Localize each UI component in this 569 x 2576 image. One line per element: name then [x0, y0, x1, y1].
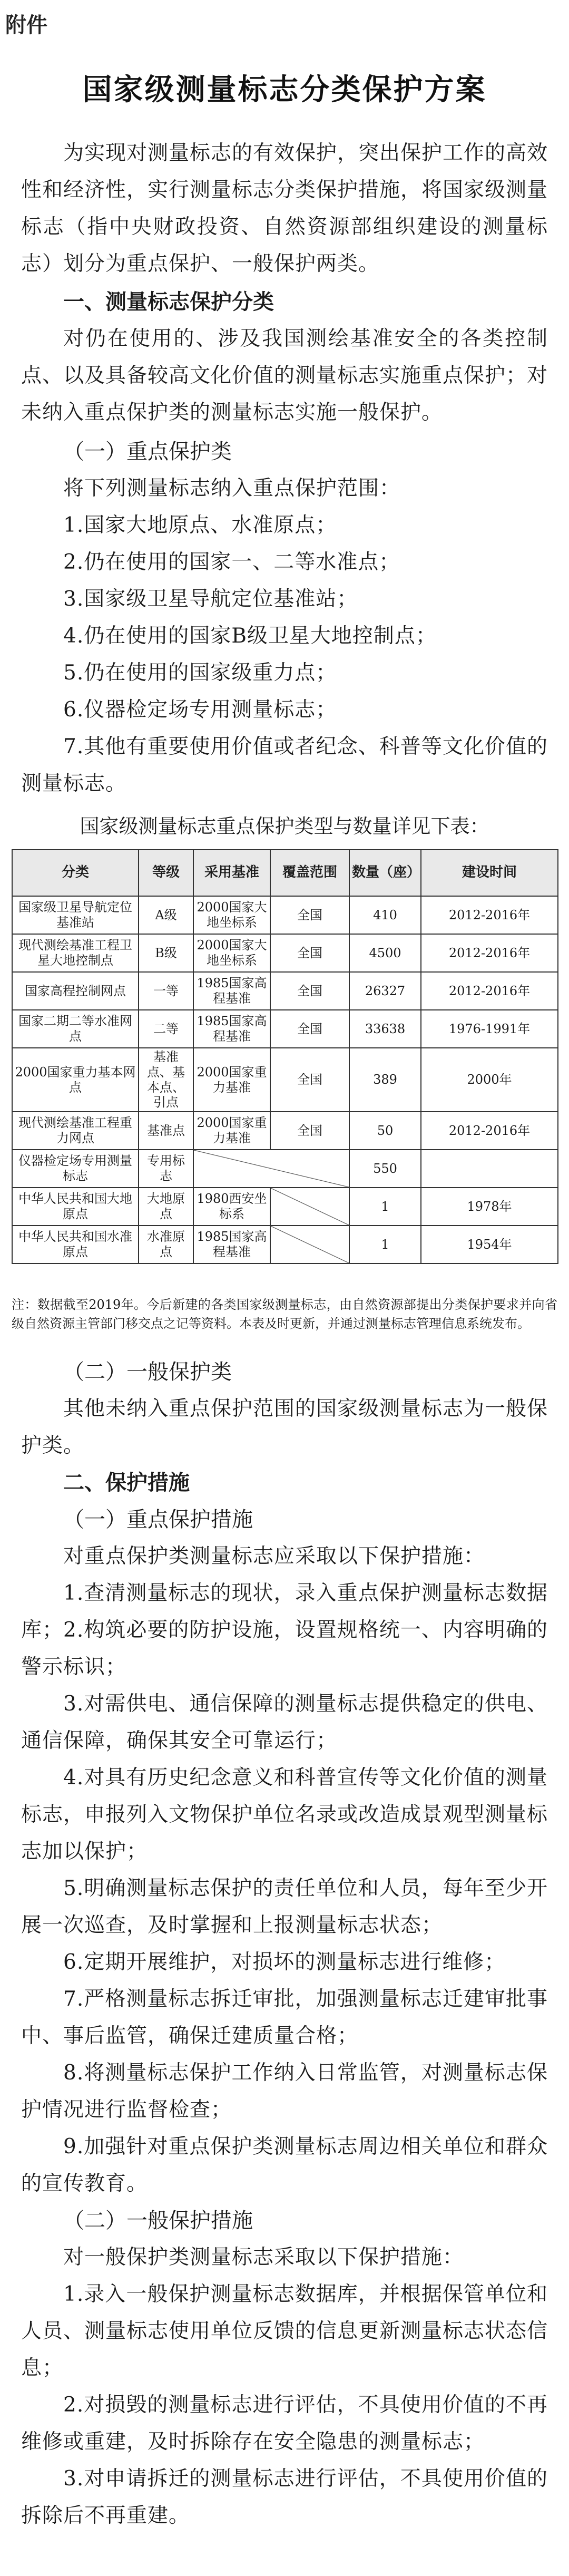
table-cell: 全国 [270, 1048, 349, 1112]
list-item: 2.构筑必要的防护设施，设置规格统一、内容明确的警示标识； [21, 1618, 548, 1679]
table-cell: 现代测绘基准工程重力网点 [12, 1112, 139, 1150]
measures2-heading: （二）一般保护措施 [63, 2209, 253, 2233]
list-item: 2.仍在使用的国家一、二等水准点； [63, 550, 400, 574]
table-cell-empty [193, 1150, 349, 1188]
list-item: 8.将测量标志保护工作纳入日常监管，对测量标志保护情况进行监督检查； [21, 2061, 548, 2122]
table-row [12, 1010, 558, 1048]
section1-heading: 一、测量标志保护分类 [63, 290, 274, 314]
table-cell-empty [421, 1150, 558, 1188]
table-cell: 水准原点 [139, 1226, 193, 1263]
list-item: 1.国家大地原点、水准原点； [63, 513, 337, 537]
list-item: 4.对具有历史纪念意义和科普宣传等文化价值的测量标志，申报列入文物保护单位名录或改造成景观型测量标志加以保护； [21, 1766, 548, 1863]
table-cell: 二等 [139, 1010, 193, 1048]
table-cell: 2012-2016年 [421, 972, 558, 1010]
table-row [12, 1226, 558, 1263]
table-cell: 1 [349, 1226, 421, 1263]
table-cell: 33638 [349, 1010, 421, 1048]
table-cell: 基准点 [139, 1112, 193, 1150]
table-cell: 1985国家高程基准 [193, 1226, 270, 1263]
table-header: 采用基准 [193, 850, 270, 896]
table-cell: 全国 [270, 934, 349, 972]
table-cell: 1 [349, 1188, 421, 1226]
table-cell: 2000国家大地坐标系 [193, 896, 270, 934]
list-item: 1.录入一般保护测量标志数据库，并根据保管单位和人员、测量标志使用单位反馈的信息更新测量标志状态信息； [21, 2282, 548, 2380]
protection-table [12, 849, 558, 1264]
measures1-heading: （一）重点保护措施 [63, 1508, 253, 1532]
table-cell: 2012-2016年 [421, 896, 558, 934]
table-cell: 国家二期二等水准网点 [12, 1010, 139, 1048]
table-cell: 26327 [349, 972, 421, 1010]
sub2-heading: （二）一般保护类 [63, 1360, 232, 1384]
section1-paragraph: 对仍在使用的、涉及我国测绘基准安全的各类控制点、以及具备较高文化价值的测量标志实施重点保护；对未纳入重点保护类的测量标志实施一般保护。 [21, 327, 548, 424]
sub1-heading: （一）重点保护类 [63, 440, 232, 464]
section2-heading: 二、保护措施 [63, 1471, 190, 1495]
table-row [12, 972, 558, 1010]
table-header: 建设时间 [421, 850, 558, 896]
table-note: 注：数据截至2019年。今后新建的各类国家级测量标志，由自然资源部提出分类保护要求并向省级自然资源主管部门移交点之记等资料。本表及时更新，并通过测量标志管理信息系统发布。 [12, 1297, 557, 1331]
list-item: 7.严格测量标志拆迁审批，加强测量标志迁建审批事中、事后监管，确保迁建质量合格； [21, 1987, 548, 2048]
annex-label: 附件 [5, 13, 47, 37]
table-row [12, 1150, 558, 1188]
table-cell: 现代测绘基准工程卫星大地控制点 [12, 934, 139, 972]
table-header: 覆盖范围 [270, 850, 349, 896]
table-cell: 国家级卫星导航定位基准站 [12, 896, 139, 934]
table-cell-empty [270, 1226, 349, 1263]
table-cell: 2000年 [421, 1048, 558, 1112]
table-cell: 仪器检定场专用测量标志 [12, 1150, 139, 1188]
table-cell: 2000国家重力基准 [193, 1048, 270, 1112]
sub2-paragraph: 其他未纳入重点保护范围的国家级测量标志为一般保护类。 [21, 1397, 548, 1457]
table-cell: 2000国家重力基本网点 [12, 1048, 139, 1112]
list-item: 1.查清测量标志的现状，录入重点保护测量标志数据库； [21, 1581, 548, 1642]
document-title: 国家级测量标志分类保护方案 [82, 73, 487, 107]
table-caption: 国家级测量标志重点保护类型与数量详见下表： [80, 815, 489, 838]
table-cell: 专用标志 [139, 1150, 193, 1188]
table-cell: 410 [349, 896, 421, 934]
table-cell: B级 [139, 934, 193, 972]
table-cell: 1954年 [421, 1226, 558, 1263]
list-item: 2.对损毁的测量标志进行评估，不具使用价值的不再维修或重建，及时拆除存在安全隐患的测量标志； [21, 2393, 548, 2454]
table-cell: 全国 [270, 972, 349, 1010]
table-cell: 4500 [349, 934, 421, 972]
table-row [12, 934, 558, 972]
table-row [12, 1112, 558, 1150]
table-cell: 一等 [139, 972, 193, 1010]
table-cell: 大地原点 [139, 1188, 193, 1226]
table-cell: 中华人民共和国大地原点 [12, 1188, 139, 1226]
table-cell: 1985国家高程基准 [193, 972, 270, 1010]
measures2-lead: 对一般保护类测量标志采取以下保护措施： [63, 2246, 464, 2269]
table-row [12, 1048, 558, 1112]
table-cell: 1976-1991年 [421, 1010, 558, 1048]
table-cell: 1985国家高程基准 [193, 1010, 270, 1048]
table-cell: 2012-2016年 [421, 1112, 558, 1150]
table-cell: 全国 [270, 1010, 349, 1048]
table-cell: 2000国家重力基准 [193, 1112, 270, 1150]
list-item: 6.仪器检定场专用测量标志； [63, 698, 337, 722]
table-cell: 1980西安坐标系 [193, 1188, 270, 1226]
table-cell: 国家高程控制网点 [12, 972, 139, 1010]
table-row [12, 896, 558, 934]
list-item: 7.其他有重要使用价值或者纪念、科普等文化价值的测量标志。 [21, 735, 548, 795]
list-item: 6.定期开展维护，对损坏的测量标志进行维修； [63, 1950, 506, 1974]
table-cell-empty [270, 1188, 349, 1226]
list-item: 3.对申请拆迁的测量标志进行评估，不具使用价值的拆除后不再重建。 [21, 2467, 548, 2528]
table-cell: 中华人民共和国水准原点 [12, 1226, 139, 1263]
list-item: 5.明确测量标志保护的责任单位和人员，每年至少开展一次巡查，及时掌握和上报测量标志状态； [21, 1877, 548, 1937]
table-row [12, 1188, 558, 1226]
table-header: 数量（座） [349, 850, 421, 896]
table-cell: 2012-2016年 [421, 934, 558, 972]
table-cell: 550 [349, 1150, 421, 1188]
table-cell: 1978年 [421, 1188, 558, 1226]
table-cell: 2000国家大地坐标系 [193, 934, 270, 972]
list-item: 3.国家级卫星导航定位基准站； [63, 587, 358, 611]
list-item: 9.加强针对重点保护类测量标志周边相关单位和群众的宣传教育。 [21, 2135, 548, 2195]
list-item: 5.仍在使用的国家级重力点； [63, 661, 337, 685]
measures1-lead: 对重点保护类测量标志应采取以下保护措施： [63, 1544, 485, 1568]
table-cell: 全国 [270, 896, 349, 934]
table-header-row [12, 850, 558, 896]
sub1-lead: 将下列测量标志纳入重点保护范围： [63, 477, 401, 500]
table-cell: 全国 [270, 1112, 349, 1150]
list-item: 3.对需供电、通信保障的测量标志提供稳定的供电、通信保障，确保其安全可靠运行； [21, 1692, 548, 1753]
table-cell: 基准点、基本点、引点 [139, 1048, 193, 1112]
table-cell: 389 [349, 1048, 421, 1112]
table-header: 分类 [12, 850, 139, 896]
table-cell: 50 [349, 1112, 421, 1150]
table-header: 等级 [139, 850, 193, 896]
table-cell: A级 [139, 896, 193, 934]
intro-paragraph: 为实现对测量标志的有效保护，突出保护工作的高效性和经济性，实行测量标志分类保护措施，将国家级测量标志（指中央财政投资、自然资源部组织建设的测量标志）划分为重点保护、一般保护两类。 [21, 141, 548, 276]
list-item: 4.仍在使用的国家B级卫星大地控制点； [63, 624, 437, 648]
